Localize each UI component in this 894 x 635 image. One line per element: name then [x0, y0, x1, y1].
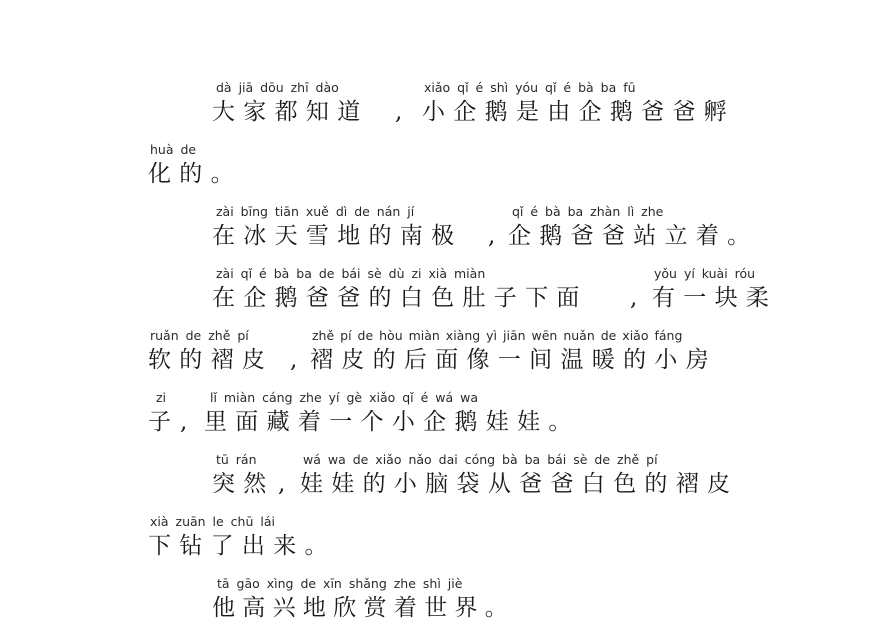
hanzi-segment: 企 鹅 爸 爸 站 立 着 。 — [508, 223, 751, 249]
text-line-9 — [0, 576, 894, 626]
pinyin-segment: zi — [156, 390, 167, 405]
hanzi-segment: 化 的 。 — [148, 161, 234, 187]
hanzi-segment: 褶 皮 的 后 面 像 一 间 温 暖 的 小 房 — [310, 347, 709, 373]
pinyin-segment: huà de — [150, 142, 197, 157]
pinyin-segment: xiǎo qǐ é shì yóu qǐ é bà ba fū — [424, 80, 636, 95]
pinyin-segment: xià zuān le chū lái — [150, 514, 275, 529]
hanzi-segment: 大 家 都 知 道 — [212, 99, 361, 125]
hanzi-segment: 有 一 块 柔 — [652, 285, 769, 311]
punctuation: , — [630, 285, 638, 311]
text-line-6 — [0, 390, 894, 440]
hanzi-segment: 下 钻 了 出 来 。 — [148, 533, 328, 559]
pinyin-segment: tū rán — [216, 452, 257, 467]
pinyin-segment: yǒu yí kuài róu — [654, 266, 756, 281]
punctuation: , — [395, 99, 403, 125]
text-line-4 — [0, 266, 894, 316]
punctuation: , — [290, 347, 298, 373]
pinyin-segment: qǐ é bà ba zhàn lì zhe — [512, 204, 664, 219]
pinyin-segment: dà jiā dōu zhī dào — [216, 80, 339, 95]
pinyin-segment: zài qǐ é bà ba de bái sè dù zi xià miàn — [216, 266, 486, 281]
hanzi-segment: 娃 娃 的 小 脑 袋 从 爸 爸 白 色 的 褶 皮 — [300, 471, 731, 497]
punctuation: , — [180, 409, 188, 435]
text-line-5 — [0, 328, 894, 378]
hanzi-segment: 子 — [148, 409, 171, 435]
pinyin-segment: zài bīng tiān xuě dì de nán jí — [216, 204, 415, 219]
text-line-2 — [0, 142, 894, 192]
punctuation: , — [488, 223, 496, 249]
text-line-1 — [0, 80, 894, 130]
hanzi-segment: 里 面 藏 着 一 个 小 企 鹅 娃 娃 。 — [204, 409, 572, 435]
pinyin-segment: ruǎn de zhě pí — [150, 328, 249, 343]
hanzi-segment: 在 冰 天 雪 地 的 南 极 — [212, 223, 455, 249]
hanzi-segment: 他 高 兴 地 欣 赏 着 世 界 。 — [212, 595, 508, 621]
pinyin-segment: wá wa de xiǎo nǎo dai cóng bà ba bái sè de zhě pí — [303, 452, 658, 467]
text-line-7 — [0, 452, 894, 502]
hanzi-segment: 突 然 — [212, 471, 267, 497]
pinyin-segment: tā gāo xìng de xīn shǎng zhe shì jiè — [217, 576, 463, 591]
hanzi-segment: 在 企 鹅 爸 爸 的 白 色 肚 子 下 面 — [212, 285, 580, 311]
pinyin-segment: lǐ miàn cáng zhe yí gè xiǎo qǐ é wá wa — [210, 390, 479, 405]
punctuation: , — [278, 471, 286, 497]
hanzi-segment: 小 企 鹅 是 由 企 鹅 爸 爸 孵 — [422, 99, 727, 125]
pinyin-segment: zhě pí de hòu miàn xiàng yì jiān wēn nuǎn de xiǎo fáng — [312, 328, 683, 343]
text-line-3 — [0, 204, 894, 254]
hanzi-segment: 软 的 褶 皮 — [148, 347, 265, 373]
text-line-8 — [0, 514, 894, 564]
